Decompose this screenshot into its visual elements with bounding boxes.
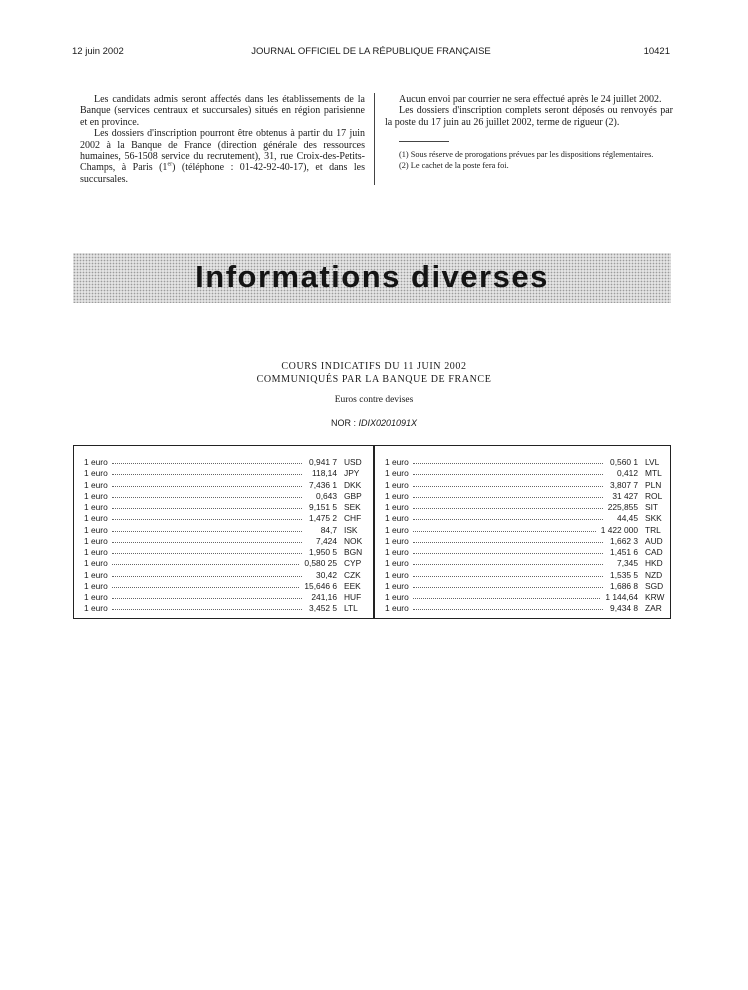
header-date: 12 juin 2002 bbox=[72, 46, 124, 57]
currency-code: USD bbox=[344, 457, 362, 467]
currency-code: TRL bbox=[645, 524, 661, 535]
footnote: (1) Sous réserve de prorogations prévues par les dispositions réglementaires. bbox=[399, 150, 654, 160]
dot-leader bbox=[112, 462, 302, 464]
right-text-column bbox=[385, 94, 673, 171]
nor-reference bbox=[0, 418, 748, 428]
rate-label: 1 euro bbox=[84, 580, 108, 591]
rate-value: 7,436 1 bbox=[309, 479, 337, 490]
rate-label: 1 euro bbox=[84, 569, 108, 580]
rate-label: 1 euro bbox=[385, 457, 409, 467]
rate-row-pln bbox=[385, 480, 667, 491]
dot-leader bbox=[413, 575, 603, 577]
rate-label: 1 euro bbox=[84, 603, 108, 614]
dot-leader bbox=[112, 608, 302, 610]
dot-leader bbox=[413, 608, 603, 610]
rate-label: 1 euro bbox=[84, 513, 108, 524]
currency-code: EEK bbox=[344, 580, 361, 591]
paragraph-text: ) (téléphone : 01-42-92-40-17), et dans les succursales. bbox=[80, 162, 365, 185]
paragraph: Les candidats admis seront affectés dans les établissements de la Banque (services centraux et succursales) situés en région parisienne et en province. bbox=[80, 94, 365, 128]
rate-value: 118,14 bbox=[312, 468, 337, 479]
rate-value: 3,807 7 bbox=[610, 479, 638, 490]
rate-row-sit bbox=[385, 502, 667, 513]
dot-leader bbox=[112, 496, 302, 498]
rate-row-lvl bbox=[385, 457, 667, 468]
rate-label: 1 euro bbox=[385, 513, 409, 524]
rate-value: 9,151 5 bbox=[309, 502, 337, 512]
rate-row-nzd bbox=[385, 570, 667, 581]
currency-code: SGD bbox=[645, 580, 664, 591]
dot-leader bbox=[112, 575, 302, 577]
rate-label: 1 euro bbox=[84, 479, 108, 490]
currency-code: DKK bbox=[344, 479, 362, 490]
rate-value: 0,560 1 bbox=[610, 457, 638, 467]
rate-label: 1 euro bbox=[385, 524, 409, 535]
currency-code: LTL bbox=[344, 603, 358, 614]
currency-code: NZD bbox=[645, 569, 663, 580]
dot-leader bbox=[413, 530, 596, 532]
dot-leader bbox=[413, 518, 603, 520]
rate-value: 241,16 bbox=[311, 592, 337, 602]
rate-row-isk bbox=[84, 525, 366, 536]
currency-code: LVL bbox=[645, 457, 660, 467]
nor-label: NOR : bbox=[330, 418, 359, 428]
rate-value: 0,941 7 bbox=[309, 457, 337, 467]
rate-value: 1 422 000 bbox=[600, 524, 638, 535]
rate-value: 0,580 25 bbox=[304, 558, 337, 569]
currency-code: KRW bbox=[645, 592, 665, 602]
rate-label: 1 euro bbox=[385, 558, 409, 569]
rate-row-cad bbox=[385, 547, 667, 558]
rate-row-sgd bbox=[385, 581, 667, 592]
rate-label: 1 euro bbox=[385, 547, 409, 557]
footnote: (2) Le cachet de la poste fera foi. bbox=[399, 161, 509, 171]
rate-value: 1,950 5 bbox=[309, 547, 337, 557]
rate-label: 1 euro bbox=[84, 457, 108, 467]
rate-row-mtl bbox=[385, 468, 667, 479]
rate-row-ltl bbox=[84, 603, 366, 614]
rates-left-column bbox=[84, 457, 366, 615]
rate-label: 1 euro bbox=[84, 558, 108, 569]
currency-code: CZK bbox=[344, 569, 361, 580]
rate-label: 1 euro bbox=[385, 569, 409, 580]
currency-code: SIT bbox=[645, 502, 659, 512]
rate-value: 225,855 bbox=[607, 502, 638, 512]
rate-row-trl bbox=[385, 525, 667, 536]
currency-code: JPY bbox=[344, 468, 360, 479]
rate-value: 1 144,64 bbox=[605, 592, 638, 602]
rate-row-rol bbox=[385, 491, 667, 502]
rate-row-aud bbox=[385, 536, 667, 547]
dot-leader bbox=[112, 473, 302, 475]
header-page-number: 10421 bbox=[643, 46, 670, 57]
rate-value: 0,643 bbox=[316, 490, 337, 501]
dot-leader bbox=[112, 597, 302, 599]
rate-value: 7,424 bbox=[316, 535, 337, 546]
dot-leader bbox=[112, 518, 302, 520]
rate-label: 1 euro bbox=[385, 535, 409, 546]
rate-value: 3,452 5 bbox=[309, 603, 337, 614]
superscript: er bbox=[167, 162, 173, 169]
rate-label: 1 euro bbox=[84, 502, 108, 512]
rate-label: 1 euro bbox=[84, 490, 108, 501]
rate-row-krw bbox=[385, 592, 667, 603]
currency-code: CYP bbox=[344, 558, 362, 569]
dot-leader bbox=[112, 507, 302, 509]
currency-code: MTL bbox=[645, 468, 662, 479]
rate-row-chf bbox=[84, 513, 366, 524]
currency-code: CHF bbox=[344, 513, 362, 524]
table-column-divider bbox=[373, 446, 375, 618]
currency-code: SKK bbox=[645, 513, 662, 524]
dot-leader bbox=[413, 552, 603, 554]
currency-code: ROL bbox=[645, 490, 663, 501]
banner-title: Informations diverses bbox=[195, 259, 549, 294]
currency-code: ZAR bbox=[645, 603, 662, 614]
dot-leader bbox=[112, 586, 300, 588]
rate-label: 1 euro bbox=[385, 479, 409, 490]
dot-leader bbox=[112, 563, 300, 565]
dot-leader bbox=[413, 563, 603, 565]
header-journal-title: JOURNAL OFFICIEL DE LA RÉPUBLIQUE FRANÇAISE bbox=[251, 46, 491, 57]
footnote-rule bbox=[399, 141, 449, 142]
dot-leader bbox=[413, 462, 603, 464]
dot-leader bbox=[413, 473, 603, 475]
dot-leader bbox=[112, 552, 302, 554]
rate-value: 15,646 6 bbox=[304, 580, 337, 591]
dot-leader bbox=[413, 597, 601, 599]
rate-row-eek bbox=[84, 581, 366, 592]
rate-value: 30,42 bbox=[316, 569, 337, 580]
rate-row-nok bbox=[84, 536, 366, 547]
rate-row-dkk bbox=[84, 480, 366, 491]
rate-label: 1 euro bbox=[385, 603, 409, 614]
rate-label: 1 euro bbox=[84, 524, 108, 535]
rate-row-hkd bbox=[385, 558, 667, 569]
paragraph bbox=[80, 128, 365, 185]
rate-row-skk bbox=[385, 513, 667, 524]
rate-value: 31 427 bbox=[612, 490, 638, 501]
rate-row-cyp bbox=[84, 558, 366, 569]
currency-code: HKD bbox=[645, 558, 663, 569]
rate-value: 0,412 bbox=[617, 468, 638, 479]
column-divider bbox=[374, 93, 375, 185]
rates-title-line1: COURS INDICATIFS DU 11 JUIN 2002 bbox=[281, 361, 467, 372]
currency-code: NOK bbox=[344, 535, 363, 546]
rates-subtitle: Euros contre devises bbox=[334, 395, 414, 405]
rates-right-column bbox=[385, 457, 667, 615]
paragraph-text: Les dossiers d'inscription pourront être obtenus à partir du 17 juin 2002 à la Banque de France (direction générale des ressources humaines, 56-1508 service du recrutement), 31, rue Croix-des-Petits-Champs, à Paris (1 bbox=[80, 128, 365, 174]
rate-label: 1 euro bbox=[385, 592, 409, 602]
rate-value: 9,434 8 bbox=[610, 603, 638, 614]
dot-leader bbox=[413, 507, 603, 509]
rate-label: 1 euro bbox=[84, 592, 108, 602]
dot-leader bbox=[112, 485, 302, 487]
rate-row-usd bbox=[84, 457, 366, 468]
rate-value: 7,345 bbox=[617, 558, 638, 569]
rate-row-czk bbox=[84, 570, 366, 581]
rate-row-zar bbox=[385, 603, 667, 614]
rates-title-line2: COMMUNIQUÉS PAR LA BANQUE DE FRANCE bbox=[256, 374, 492, 385]
rate-label: 1 euro bbox=[385, 490, 409, 501]
currency-code: ISK bbox=[344, 524, 358, 535]
currency-code: CAD bbox=[645, 547, 663, 557]
rate-row-huf bbox=[84, 592, 366, 603]
rate-row-gbp bbox=[84, 491, 366, 502]
rate-value: 44,45 bbox=[617, 513, 638, 524]
currency-code: BGN bbox=[344, 547, 363, 557]
rate-value: 1,686 8 bbox=[610, 580, 638, 591]
currency-code: AUD bbox=[645, 535, 663, 546]
paragraph: Aucun envoi par courrier ne sera effectué après le 24 juillet 2002. bbox=[399, 94, 662, 105]
dot-leader bbox=[413, 586, 603, 588]
rate-value: 1,475 2 bbox=[309, 513, 337, 524]
left-text-column bbox=[80, 94, 365, 185]
section-banner bbox=[73, 253, 671, 303]
currency-code: SEK bbox=[344, 502, 361, 512]
rate-row-bgn bbox=[84, 547, 366, 558]
rate-row-sek bbox=[84, 502, 366, 513]
currency-code: PLN bbox=[645, 479, 662, 490]
rate-value: 84,7 bbox=[320, 524, 337, 535]
rate-value: 1,535 5 bbox=[610, 569, 638, 580]
rate-label: 1 euro bbox=[84, 535, 108, 546]
rate-value: 1,451 6 bbox=[610, 547, 638, 557]
dot-leader bbox=[413, 541, 603, 543]
rate-label: 1 euro bbox=[84, 547, 108, 557]
currency-code: GBP bbox=[344, 490, 362, 501]
exchange-rates-table bbox=[73, 445, 671, 619]
rate-value: 1,662 3 bbox=[610, 535, 638, 546]
dot-leader bbox=[413, 485, 603, 487]
dot-leader bbox=[112, 541, 302, 543]
dot-leader bbox=[112, 530, 302, 532]
rate-label: 1 euro bbox=[385, 468, 409, 479]
rate-row-jpy bbox=[84, 468, 366, 479]
currency-code: HUF bbox=[344, 592, 362, 602]
running-header bbox=[72, 46, 670, 60]
rate-label: 1 euro bbox=[84, 468, 108, 479]
dot-leader bbox=[413, 496, 603, 498]
nor-code: IDIX0201091X bbox=[358, 418, 418, 428]
paragraph: Les dossiers d'inscription complets seront déposés ou renvoyés par la poste du 17 juin au 26 juillet 2002, terme de rigueur (2). bbox=[385, 105, 673, 128]
rate-label: 1 euro bbox=[385, 580, 409, 591]
rate-label: 1 euro bbox=[385, 502, 409, 512]
